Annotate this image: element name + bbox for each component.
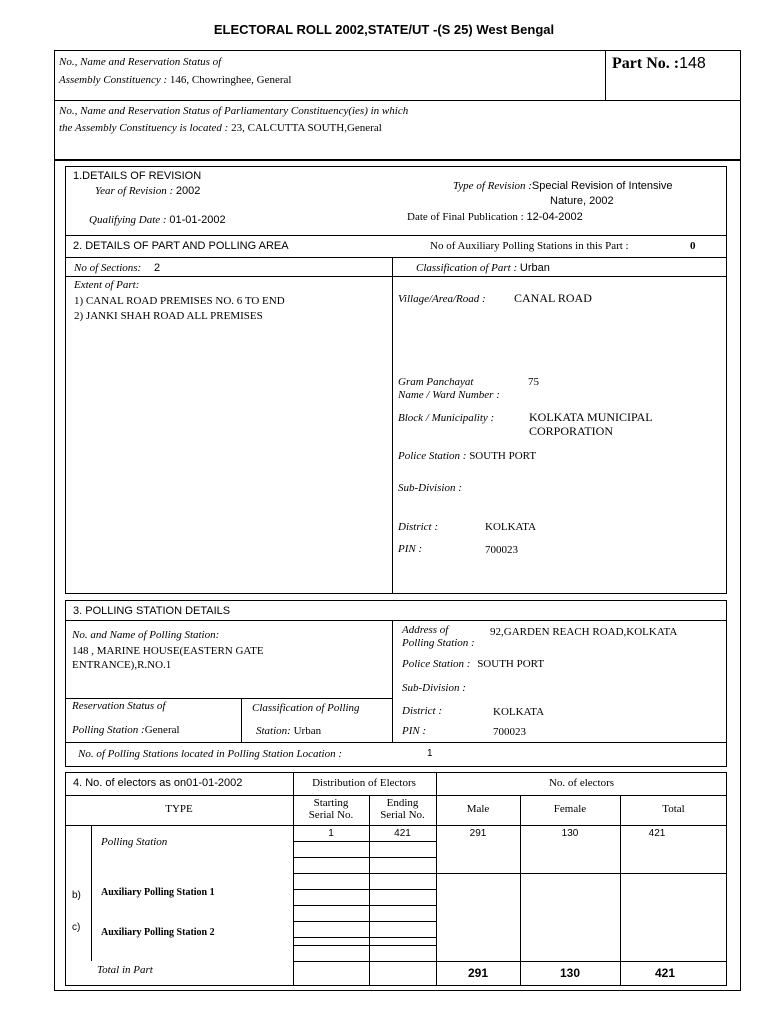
ps-pin-label: PIN :: [402, 725, 427, 737]
divider: [91, 825, 92, 961]
ps-district-value: KOLKATA: [493, 706, 545, 718]
divider: [54, 159, 741, 161]
reservation-row: [72, 724, 180, 736]
divider: [65, 698, 392, 699]
qualifying-label: Qualifying Date :: [89, 214, 167, 226]
year-row: [95, 185, 200, 197]
divider: [241, 698, 242, 742]
block-value: KOLKATA MUNICIPAL: [529, 410, 653, 424]
subdiv-label: Sub-Division :: [398, 482, 462, 494]
page-title: ELECTORAL ROLL 2002,STATE/UT -(S 25) West Bengal: [213, 22, 555, 37]
village-label: Village/Area/Road :: [398, 293, 486, 305]
ps-police-value: SOUTH PORT: [477, 658, 545, 670]
block-value-2: CORPORATION: [529, 424, 614, 438]
ps-name-label: No. and Name of Polling Station:: [72, 629, 220, 641]
district-label: District :: [398, 521, 439, 533]
district-value: KOLKATA: [485, 521, 537, 533]
ps-name-value-2: ENTRANCE),R.NO.1: [72, 659, 172, 671]
gram-label-2: Name / Ward Number :: [398, 389, 500, 401]
type-header: TYPE: [165, 803, 193, 815]
total-total: 421: [654, 966, 676, 980]
divider: [605, 50, 606, 100]
ps-police-row: [402, 658, 544, 670]
type-value: Special Revision of Intensive: [531, 180, 673, 192]
ac-value: 146, Chowringhee, General: [169, 74, 292, 86]
total-in-part-label: Total in Part: [97, 964, 153, 976]
ps-pin-value: 700023: [493, 726, 526, 738]
sections-row: [74, 262, 160, 274]
classification-label: Classification of Part :: [416, 262, 518, 274]
divider: [65, 795, 727, 796]
divider: [65, 276, 727, 277]
ps-subdiv-label: Sub-Division :: [402, 682, 466, 694]
divider: [436, 772, 437, 986]
aux1-label: Auxiliary Polling Station 1: [101, 887, 215, 898]
divider: [65, 742, 727, 743]
ps-class-label-2: Station:: [256, 725, 291, 737]
ps-police-label: Police Station :: [402, 658, 471, 670]
ac-label-2: Assembly Constituency :: [59, 74, 168, 86]
classification-row: [416, 262, 550, 274]
extent-item: 1) CANAL ROAD PREMISES NO. 6 TO END: [74, 295, 285, 307]
address-value: 92,GARDEN REACH ROAD,KOLKATA: [490, 626, 678, 638]
aux2-label: Auxiliary Polling Station 2: [101, 927, 215, 938]
male-header: Male: [466, 803, 490, 815]
ending-header-line: Ending: [386, 797, 419, 809]
pc-value: 23, CALCUTTA SOUTH,General: [231, 122, 382, 134]
ps-end: 421: [394, 828, 411, 839]
starting-header-line: Starting: [313, 797, 349, 809]
divider: [293, 921, 436, 922]
aux-value: 0: [690, 240, 696, 252]
electors-heading-label: 4. No. of electors as on: [73, 777, 187, 789]
final-pub-value: 12-04-2002: [526, 211, 583, 223]
qualifying-row: [89, 214, 226, 226]
part-label: Part No. :: [612, 55, 680, 72]
ps-class-value: Urban: [293, 725, 322, 737]
ps-name-value: 148 , MARINE HOUSE(EASTERN GATE: [72, 645, 264, 657]
year-value: 2002: [175, 185, 201, 197]
ps-start: 1: [328, 828, 334, 839]
block-label: Block / Municipality :: [398, 412, 495, 424]
divider: [65, 235, 727, 236]
extent-item: 2) JANKI SHAH ROAD ALL PREMISES: [74, 310, 263, 322]
ps-count-value: 1: [427, 748, 433, 759]
reservation-label: Reservation Status of: [72, 700, 166, 712]
divider: [369, 795, 370, 986]
ps-male: 291: [469, 828, 487, 839]
ps-total: 421: [648, 828, 666, 839]
gram-value: 75: [528, 376, 539, 388]
ac-row: [59, 74, 291, 86]
pc-label-2: the Assembly Constituency is located :: [59, 122, 229, 134]
year-label: Year of Revision :: [95, 185, 174, 197]
total-header: Total: [662, 803, 685, 815]
ending-header: [369, 797, 436, 821]
police-label: Police Station :: [398, 450, 467, 462]
electors-heading-date: 01-01-2002: [186, 777, 243, 789]
extent-label: Extent of Part:: [74, 279, 140, 291]
part-no: 148: [679, 55, 706, 72]
final-pub-row: [407, 211, 583, 223]
final-pub-label: Date of Final Publication :: [407, 211, 524, 223]
no-electors-label: No. of electors: [548, 777, 615, 789]
pin-value: 700023: [485, 544, 518, 556]
electors-heading: [73, 777, 242, 789]
section-1-2-box: [65, 166, 727, 594]
divider: [520, 795, 521, 986]
revision-heading: 1.DETAILS OF REVISION: [73, 170, 202, 182]
sections-label: No of Sections:: [74, 262, 142, 274]
type-label: Type of Revision :: [453, 180, 532, 192]
address-label-2: Polling Station :: [402, 637, 475, 649]
type-row: [453, 180, 723, 192]
gram-label: Gram Panchayat: [398, 376, 474, 388]
reservation-label-2: Polling Station :: [72, 724, 145, 736]
aux2-marker: c): [72, 922, 81, 933]
ps-class-label: Classification of Polling: [252, 702, 360, 714]
divider: [54, 100, 741, 101]
address-label: Address of: [402, 624, 449, 636]
starting-header: [293, 797, 369, 821]
reservation-value: General: [144, 724, 180, 736]
polling-station-label: Polling Station: [101, 836, 168, 848]
starting-header-line: Serial No.: [308, 809, 354, 821]
pc-label: No., Name and Reservation Status of Parliamentary Constituency(ies) in which: [59, 105, 409, 117]
ac-label: No., Name and Reservation Status of: [59, 56, 222, 68]
aux-label: No of Auxiliary Polling Stations in this Part :: [430, 240, 629, 252]
divider: [293, 772, 294, 986]
divider: [65, 620, 727, 621]
distribution-label: Distribution of Electors: [312, 777, 416, 789]
ps-female: 130: [561, 828, 579, 839]
qualifying-value: 01-01-2002: [169, 214, 226, 226]
divider: [392, 257, 393, 594]
ending-header-line: Serial No.: [380, 809, 425, 821]
divider: [293, 841, 436, 842]
polling-heading: 3. POLLING STATION DETAILS: [73, 605, 231, 617]
village-value: CANAL ROAD: [514, 291, 592, 305]
divider: [293, 905, 436, 906]
divider: [65, 825, 727, 826]
aux1-marker: b): [72, 890, 81, 901]
divider: [293, 857, 436, 858]
type-value-2: Nature, 2002: [550, 195, 614, 207]
part-number: [612, 55, 706, 73]
divider: [293, 945, 436, 946]
ps-district-label: District :: [402, 705, 443, 717]
pin-label: PIN :: [398, 543, 423, 555]
female-header: Female: [553, 803, 587, 815]
divider: [293, 873, 727, 874]
total-female: 130: [559, 966, 581, 980]
ps-count-label: No. of Polling Stations located in Polling Station Location :: [78, 748, 342, 760]
divider: [293, 961, 727, 962]
divider: [620, 795, 621, 986]
pc-row: [59, 122, 382, 134]
divider: [293, 937, 436, 938]
divider: [392, 620, 393, 742]
sections-value: 2: [153, 262, 161, 274]
part-area-heading: 2. DETAILS OF PART AND POLLING AREA: [73, 240, 289, 252]
ps-class-row: [256, 725, 321, 737]
divider: [65, 257, 727, 258]
police-row: [398, 450, 536, 462]
total-male: 291: [467, 966, 489, 980]
divider: [293, 889, 436, 890]
classification-value: Urban: [519, 262, 550, 274]
police-value: SOUTH PORT: [469, 450, 537, 462]
